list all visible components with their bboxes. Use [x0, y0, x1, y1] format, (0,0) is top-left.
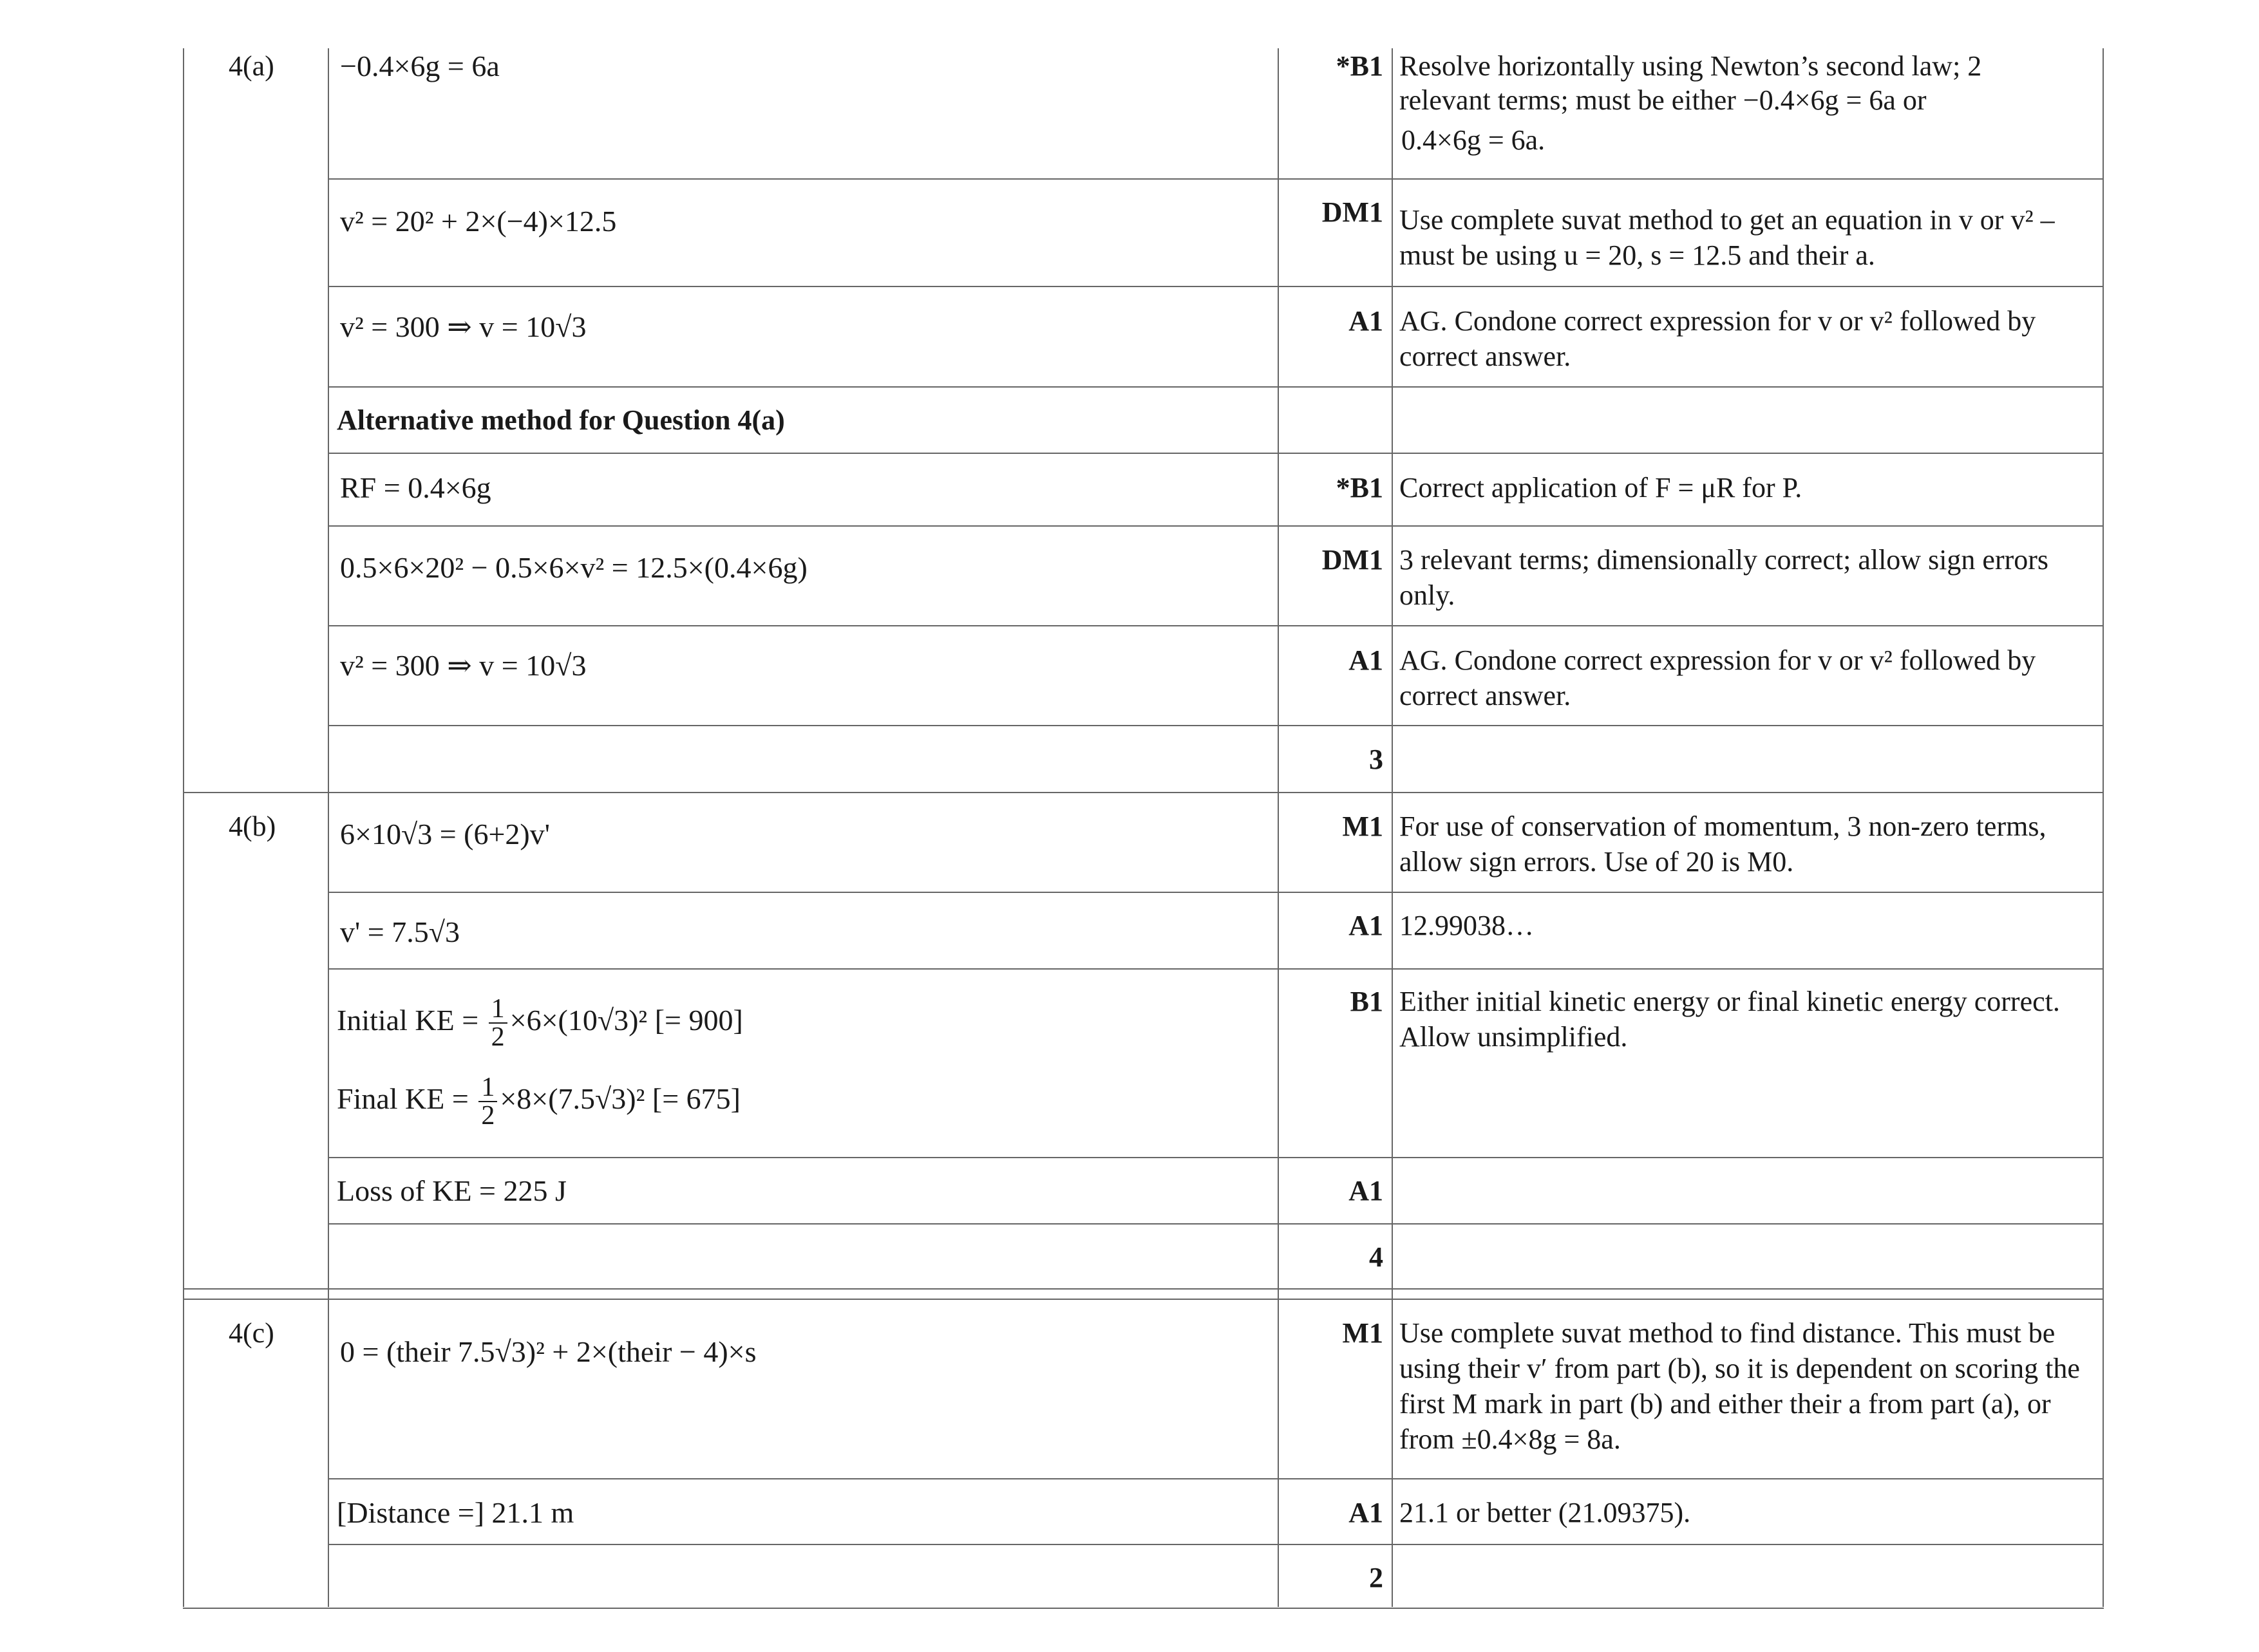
answer-distance: [Distance =] 21.1 m	[337, 1496, 574, 1529]
row-line	[328, 386, 2104, 388]
row-line	[328, 1223, 2104, 1225]
guidance-text: Correct application of F = μR for P.	[1399, 472, 1802, 503]
answer-friction-force: RF = 0.4×6g	[340, 471, 491, 504]
guidance-text: For use of conservation of momentum, 3 non-zero terms, allow sign errors. Use of 20 is M0.	[1399, 811, 2046, 878]
mark-a1: A1	[1348, 910, 1383, 941]
row-line	[328, 453, 2104, 454]
mark-m1: M1	[1342, 811, 1383, 842]
half-fraction	[478, 1074, 497, 1129]
answer-initial-ke: Initial KE = $\frac{1}{2}$ ×6×(10√3)² [= 900]	[337, 994, 743, 1053]
guidance-text: 12.99038…	[1399, 910, 1534, 941]
part-label-4b: 4(b)	[229, 811, 276, 842]
answer-energy-equation: 0.5×6×20² − 0.5×6×v² = 12.5×(0.4×6g)	[340, 551, 808, 584]
answer-newton-equation: −0.4×6g = 6a	[340, 50, 500, 82]
mark-b1: B1	[1350, 986, 1383, 1017]
answer-suvat-equation: v² = 20² + 2×(−4)×12.5	[340, 205, 617, 238]
answer-loss-of-ke: Loss of KE = 225 J	[337, 1174, 567, 1207]
guidance-text: AG. Condone correct expression for v or v² followed by correct answer.	[1399, 644, 2036, 711]
final-ke-expression: ×8×(7.5√3)² [= 675]	[500, 1082, 741, 1115]
col-line-left	[183, 48, 184, 1607]
guidance-text: AG. Condone correct expression for v or v² followed by correct answer.	[1399, 305, 2036, 372]
fraction-denominator: 2	[491, 1022, 505, 1053]
mark-a1: A1	[1348, 305, 1383, 337]
row-line	[328, 286, 2104, 287]
answer-v-result: v² = 300 ⇒ v = 10√3	[340, 649, 587, 682]
mark-dm1: DM1	[1321, 196, 1383, 228]
fraction-numerator: 1	[489, 995, 507, 1024]
answer-v-prime: v' = 7.5√3	[340, 915, 460, 948]
alt-method-heading: Alternative method for Question 4(a)	[337, 404, 785, 436]
guidance-text: Either initial kinetic energy or final kinetic energy correct. Allow unsimplified.	[1399, 986, 2060, 1053]
row-line-bottom	[183, 1608, 2104, 1609]
fraction-numerator: 1	[478, 1074, 497, 1102]
guidance-text: 21.1 or better (21.09375).	[1399, 1497, 1691, 1528]
row-line	[328, 525, 2104, 527]
part-label-4a: 4(a)	[229, 50, 274, 82]
initial-ke-label: Initial KE	[337, 1004, 455, 1037]
row-line	[328, 892, 2104, 893]
col-line-right	[2103, 48, 2104, 1607]
col-line-marks	[1278, 48, 1279, 1607]
row-line	[328, 625, 2104, 626]
guidance-text: Use complete suvat method to find distance. This must be using their v′ from part (b), so it is dependent on scoring the first M mark in part (b) and either their a from part (a), or from ±0.4×8g = 8a.	[1399, 1317, 2080, 1455]
mark-m1: M1	[1342, 1317, 1383, 1349]
row-line-double-bottom	[183, 1299, 2104, 1300]
mark-dm1: DM1	[1321, 544, 1383, 576]
row-line	[328, 968, 2104, 970]
half-fraction	[489, 995, 507, 1051]
mark-a1: A1	[1348, 1175, 1383, 1206]
row-line-double-top	[183, 1288, 2104, 1290]
row-line	[328, 1157, 2104, 1158]
row-line	[328, 725, 2104, 726]
answer-momentum-equation: 6×10√3 = (6+2)v'	[340, 818, 550, 850]
final-ke-label: Final KE	[337, 1082, 445, 1115]
guidance-text: Use complete suvat method to get an equation in v or v² – must be using u = 20, s = 12.5 and their a.	[1399, 204, 2055, 271]
col-line-answer	[328, 48, 329, 1607]
guidance-line: relevant terms; must be either −0.4×6g = 6a or	[1399, 84, 1927, 116]
row-line	[328, 1544, 2104, 1545]
guidance-line: Resolve horizontally using Newton’s second law; 2	[1399, 50, 1982, 82]
mark-a1: A1	[1348, 644, 1383, 676]
fraction-denominator: 2	[481, 1101, 495, 1131]
guidance-text: 3 relevant terms; dimensionally correct; allow sign errors only.	[1399, 544, 2049, 611]
mark-a1: A1	[1348, 1497, 1383, 1528]
part-a-total: 3	[1369, 744, 1383, 775]
row-line	[328, 178, 2104, 180]
answer-v-result: v² = 300 ⇒ v = 10√3	[340, 310, 587, 343]
mark-star-b1: *B1	[1336, 50, 1383, 82]
row-line	[183, 792, 2104, 793]
answer-distance-suvat: 0 = (their 7.5√3)² + 2×(their − 4)×s	[340, 1335, 757, 1368]
row-line	[328, 1478, 2104, 1479]
answer-final-ke: Final KE = $\frac{1}{2}$ ×8×(7.5√3)² [= 675]	[337, 1073, 741, 1131]
initial-ke-expression: ×6×(10√3)² [= 900]	[509, 1004, 743, 1037]
part-c-total: 2	[1369, 1562, 1383, 1593]
mark-star-b1: *B1	[1336, 472, 1383, 503]
guidance-line: 0.4×6g = 6a.	[1401, 124, 1545, 156]
part-b-total: 4	[1369, 1241, 1383, 1273]
col-line-guidance	[1392, 48, 1393, 1607]
part-label-4c: 4(c)	[229, 1317, 274, 1349]
